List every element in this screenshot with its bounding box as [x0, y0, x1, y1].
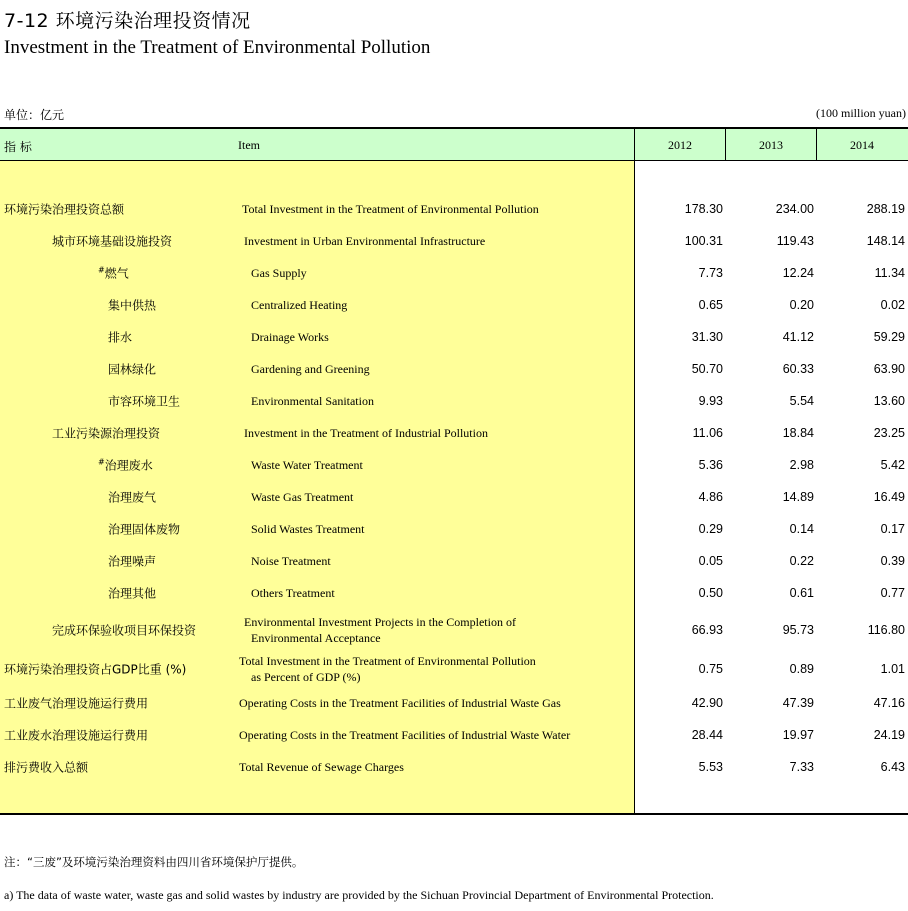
- table-row: [0, 449, 908, 481]
- value-2013: 0.14: [789, 522, 814, 536]
- value-2014: 0.17: [880, 522, 905, 536]
- value-2013: 95.73: [782, 623, 814, 637]
- value-2014: 5.42: [880, 458, 905, 472]
- value-2014: 24.19: [873, 728, 905, 742]
- header-indicator: 指 标: [4, 140, 32, 154]
- row-label-english-line: as Percent of GDP (%): [251, 670, 361, 684]
- value-2013: 234.00: [775, 202, 814, 216]
- value-2012: 5.53: [698, 760, 723, 774]
- value-2012: 11.06: [692, 426, 723, 440]
- row-label-english: [251, 297, 347, 313]
- value-2013: 5.54: [789, 394, 814, 408]
- row-label-chinese-text: 治理废水: [104, 458, 153, 473]
- row-label-english-line: Investment in the Treatment of Industrial Pollution: [244, 426, 488, 440]
- row-label-english: [239, 727, 570, 743]
- value-2014: 288.19: [866, 202, 905, 216]
- table-row: [0, 513, 908, 545]
- value-2013: 0.61: [789, 586, 814, 600]
- value-2012: 0.50: [698, 586, 723, 600]
- row-label-english-line: Environmental Acceptance: [251, 631, 381, 645]
- value-2012: 50.70: [691, 362, 723, 376]
- header-year-2013: 2013: [759, 138, 783, 152]
- row-label-english-line: Total Revenue of Sewage Charges: [239, 760, 404, 774]
- row-label-chinese: [4, 695, 148, 712]
- value-2012: 100.31: [684, 234, 723, 248]
- row-label-chinese: [52, 425, 160, 442]
- row-label-english-line: Gas Supply: [251, 266, 307, 280]
- row-label-english: [239, 653, 536, 685]
- header-year-2014: 2014: [850, 138, 874, 152]
- value-2012: 178.30: [684, 202, 723, 216]
- value-2013: 19.97: [782, 728, 814, 742]
- value-2013: 2.98: [789, 458, 814, 472]
- row-label-chinese: [4, 201, 124, 218]
- row-label-english: [244, 233, 485, 249]
- value-2014: 116.80: [867, 623, 905, 637]
- row-label-chinese: [52, 233, 172, 250]
- value-2012: 28.44: [691, 728, 723, 742]
- row-label-chinese: [108, 393, 180, 410]
- row-label-english: [239, 759, 404, 775]
- table-row: [0, 612, 908, 648]
- row-label-chinese: [108, 361, 156, 378]
- row-label-chinese: [98, 457, 153, 474]
- row-label-chinese-text: 工业废气治理设施运行费用: [4, 696, 149, 711]
- row-label-chinese: [98, 265, 129, 282]
- value-2014: 16.49: [873, 490, 905, 504]
- table-row: [0, 257, 908, 289]
- table-row: [0, 289, 908, 321]
- value-2013: 41.12: [782, 330, 814, 344]
- row-label-chinese-text: 排水: [108, 330, 133, 345]
- header-divider: [816, 129, 817, 160]
- table-row: [0, 751, 908, 783]
- row-label-english-line: Operating Costs in the Treatment Facilities of Industrial Waste Water: [239, 728, 571, 742]
- row-label-chinese-text: 环境污染治理投资占GDP比重 (%): [4, 662, 187, 677]
- row-label-english: [251, 361, 370, 377]
- row-label-english-line: Others Treatment: [251, 586, 335, 600]
- row-label-chinese: [52, 622, 196, 639]
- table-row: [0, 719, 908, 751]
- row-label-english-line: Waste Water Treatment: [251, 458, 363, 472]
- value-2013: 60.33: [782, 362, 814, 376]
- value-2012: 0.75: [698, 662, 723, 676]
- row-label-english-line: Environmental Investment Projects in the Completion of: [244, 615, 516, 629]
- footnote-marker: #: [98, 265, 105, 275]
- row-label-english: [242, 201, 539, 217]
- table-row: [0, 545, 908, 577]
- row-label-english-line: Total Investment in the Treatment of Environmental Pollution: [242, 202, 539, 216]
- row-label-chinese-text: 工业污染源治理投资: [52, 426, 161, 441]
- value-2012: 42.90: [691, 696, 723, 710]
- row-label-chinese-text: 环境污染治理投资总额: [4, 202, 125, 217]
- value-2013: 18.84: [782, 426, 814, 440]
- value-2014: 0.77: [880, 586, 905, 600]
- table-row: [0, 577, 908, 609]
- value-2012: 66.93: [691, 623, 723, 637]
- row-label-chinese: [108, 297, 156, 314]
- value-2013: 0.22: [789, 554, 814, 568]
- table-row: [0, 193, 908, 225]
- header-item: Item: [238, 138, 260, 152]
- row-label-english-line: Gardening and Greening: [251, 362, 370, 376]
- row-label-english: [251, 585, 335, 601]
- row-label-english: [251, 521, 364, 537]
- row-label-english-line: Operating Costs in the Treatment Facilities of Industrial Waste Gas: [239, 696, 561, 710]
- value-2014: 59.29: [873, 330, 905, 344]
- value-2012: 7.73: [698, 266, 723, 280]
- footnote-chinese: 注：“三废”及环境污染治理资料由四川省环境保护厅提供。: [4, 855, 304, 869]
- row-label-chinese-text: 工业废水治理设施运行费用: [4, 728, 149, 743]
- row-label-chinese-text: 治理其他: [108, 586, 157, 601]
- table-row: [0, 417, 908, 449]
- value-2012: 0.05: [698, 554, 723, 568]
- table-row: [0, 353, 908, 385]
- unit-label-chinese: 单位：亿元: [4, 108, 65, 122]
- row-label-english-line: Waste Gas Treatment: [251, 490, 354, 504]
- row-label-chinese: [4, 727, 148, 744]
- row-label-english: [251, 489, 353, 505]
- value-2014: 11.34: [874, 266, 905, 280]
- row-label-english: [244, 614, 516, 646]
- row-label-chinese-text: 园林绿化: [108, 362, 157, 377]
- value-2013: 119.43: [776, 234, 814, 248]
- row-label-english: [251, 393, 374, 409]
- value-2012: 4.86: [698, 490, 723, 504]
- row-label-chinese: [108, 329, 132, 346]
- footnote-marker: #: [98, 457, 105, 467]
- value-2014: 13.60: [873, 394, 905, 408]
- page-title-english: Investment in the Treatment of Environmental Pollution: [4, 37, 431, 58]
- value-2012: 5.36: [698, 458, 723, 472]
- value-2014: 0.02: [880, 298, 905, 312]
- value-2013: 0.20: [789, 298, 814, 312]
- value-2014: 63.90: [873, 362, 905, 376]
- value-2013: 0.89: [789, 662, 814, 676]
- row-label-chinese: [108, 489, 156, 506]
- value-2013: 47.39: [782, 696, 814, 710]
- row-label-english-line: Investment in Urban Environmental Infrastructure: [244, 234, 486, 248]
- value-2012: 0.29: [698, 522, 723, 536]
- row-label-chinese-text: 治理废气: [108, 490, 157, 505]
- row-label-chinese: [4, 661, 186, 678]
- table-row: [0, 385, 908, 417]
- row-label-english: [251, 329, 329, 345]
- row-label-english: [251, 265, 307, 281]
- value-2012: 9.93: [698, 394, 723, 408]
- row-label-english-line: Noise Treatment: [251, 554, 331, 568]
- value-2014: 148.14: [866, 234, 905, 248]
- table-row: [0, 225, 908, 257]
- row-label-chinese: [108, 553, 156, 570]
- row-label-chinese: [108, 585, 156, 602]
- footnote-english: a) The data of waste water, waste gas and solid wastes by industry are provided by the Sichuan Provincial Department of Environmental Protection.: [4, 888, 714, 902]
- row-label-english: [244, 425, 488, 441]
- value-2013: 12.24: [782, 266, 814, 280]
- value-2014: 0.39: [880, 554, 905, 568]
- row-label-english-line: Total Investment in the Treatment of Environmental Pollution: [239, 654, 536, 668]
- value-2014: 23.25: [873, 426, 905, 440]
- row-label-chinese: [108, 521, 180, 538]
- table-bottom-rule: [0, 813, 908, 815]
- page-title-chinese: 7-12 环境污染治理投资情况: [4, 10, 251, 32]
- value-2012: 0.65: [698, 298, 723, 312]
- value-2014: 47.16: [873, 696, 905, 710]
- row-label-english: [239, 695, 561, 711]
- value-2014: 1.01: [880, 662, 905, 676]
- row-label-english: [251, 457, 363, 473]
- row-label-chinese-text: 排污费收入总额: [4, 760, 89, 775]
- table-row: [0, 321, 908, 353]
- row-label-chinese-text: 完成环保验收项目环保投资: [52, 623, 197, 638]
- row-label-english-line: Drainage Works: [251, 330, 329, 344]
- table-top-rule: [0, 127, 908, 129]
- header-year-2012: 2012: [668, 138, 692, 152]
- row-label-chinese-text: 治理固体废物: [108, 522, 181, 537]
- row-label-english-line: Solid Wastes Treatment: [251, 522, 365, 536]
- row-label-chinese-text: 城市环境基础设施投资: [52, 234, 173, 249]
- row-label-english-line: Centralized Heating: [251, 298, 348, 312]
- row-label-chinese: [4, 759, 88, 776]
- row-label-chinese-text: 市容环境卫生: [108, 394, 181, 409]
- value-2014: 6.43: [880, 760, 905, 774]
- value-2012: 31.30: [691, 330, 723, 344]
- row-label-chinese-text: 集中供热: [108, 298, 157, 313]
- header-bottom-rule: [0, 160, 908, 161]
- row-label-chinese-text: 燃气: [104, 266, 129, 281]
- row-label-english-line: Environmental Sanitation: [251, 394, 374, 408]
- row-label-chinese-text: 治理噪声: [108, 554, 157, 569]
- header-divider: [725, 129, 726, 160]
- value-2013: 7.33: [789, 760, 814, 774]
- table-row: [0, 651, 908, 687]
- value-2013: 14.89: [782, 490, 814, 504]
- row-label-english: [251, 553, 331, 569]
- table-row: [0, 481, 908, 513]
- table-row: [0, 687, 908, 719]
- unit-label-english: (100 million yuan): [816, 106, 906, 120]
